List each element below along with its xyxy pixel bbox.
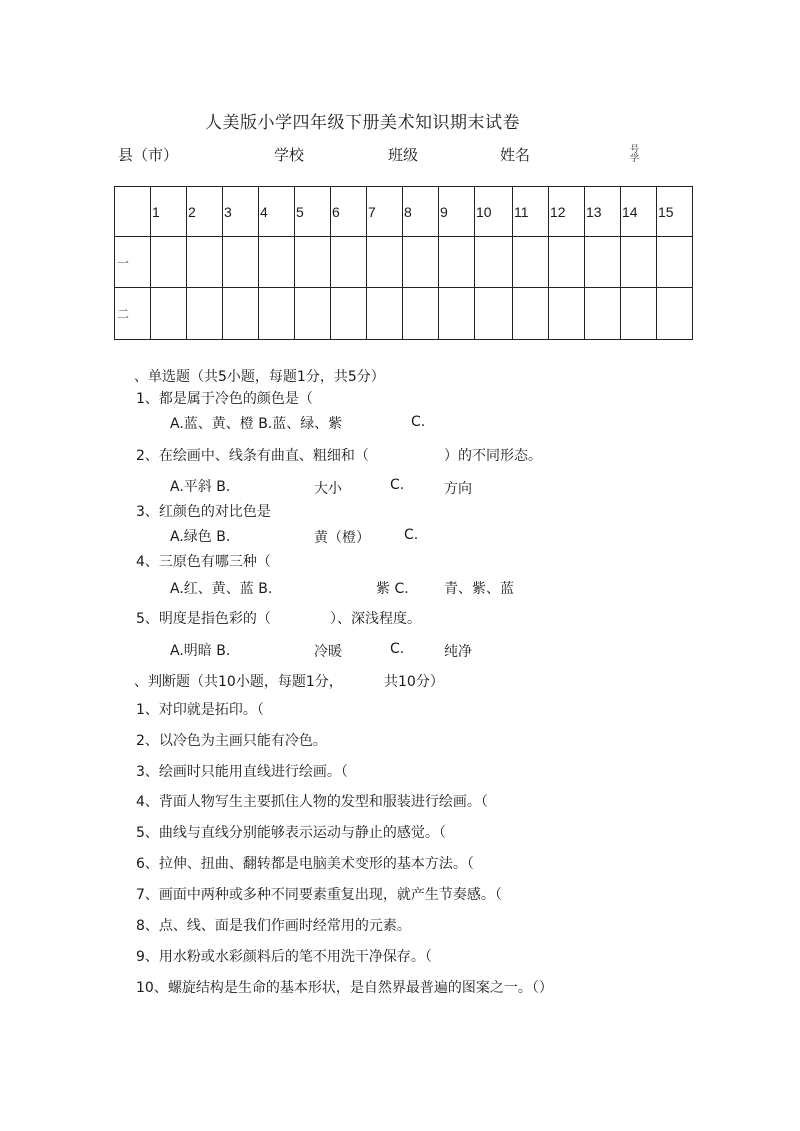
score-cell[interactable] [403,237,439,288]
tf-item: 5、曲线与直线分别能够表示运动与静止的感觉。（ [136,825,446,841]
score-cell[interactable] [475,237,513,288]
score-cell[interactable] [223,288,259,340]
score-cell[interactable] [187,237,223,288]
question-number-cell: 3 [223,187,259,237]
question-number-cell: 13 [585,187,621,237]
question-number-cell: 9 [439,187,475,237]
q5-option-a: A.明暗 B. [170,643,231,659]
question-number-cell: 7 [367,187,403,237]
county-label: 县（市） [118,146,179,164]
score-table-row [115,288,693,340]
score-cell[interactable] [331,288,367,340]
question-number-cell: 14 [621,187,657,237]
q1-option-c: C. [411,414,426,430]
question-number-cell: 4 [259,187,295,237]
score-cell[interactable] [657,237,693,288]
score-cell[interactable] [621,237,657,288]
question-number-cell: 6 [331,187,367,237]
exam-title: 人美版小学四年级下册美术知识期末试卷 [205,113,520,133]
score-cell[interactable] [259,288,295,340]
score-cell[interactable] [657,288,693,340]
q2-stem: 2、在绘画中、线条有曲直、粗细和（ [136,448,369,464]
score-cell[interactable] [513,288,549,340]
tf-item: 7、画面中两种或多种不同要素重复出现，就产生节奏感。（ [136,887,502,903]
score-cell[interactable] [295,237,331,288]
q5-option-c: C. [390,641,405,657]
score-cell[interactable] [585,237,621,288]
section2-heading: 、判断题（共10小题，每题1分， [134,674,343,690]
section1-heading: 、单选题（共5小题，每题1分，共5分） [134,369,385,385]
question-number-cell: 12 [549,187,585,237]
question-number-cell: 1 [151,187,187,237]
q5-stem-end: ）、深浅程度。 [330,611,421,627]
score-cell[interactable] [439,288,475,340]
score-cell[interactable] [549,288,585,340]
tf-item: 3、绘画时只能用直线进行绘画。（ [136,764,348,780]
question-number-cell: 5 [295,187,331,237]
score-cell[interactable] [367,288,403,340]
score-cell[interactable] [585,288,621,340]
tf-item: 9、用水粉或水彩颜料后的笔不用洗干净保存。（ [136,949,432,965]
side-mark: 号学 [630,145,640,165]
score-cell[interactable] [403,288,439,340]
q4-option-c: 青、紫、蓝 [444,581,514,597]
q2-option-a: A.平斜 B. [170,479,231,495]
score-cell[interactable] [187,288,223,340]
q3-option-a: A.绿色 B. [170,529,231,545]
q5-option-d: 纯净 [444,644,472,660]
q2-option-d: 方向 [444,481,472,497]
row-label-cell [115,288,151,340]
score-cell[interactable] [151,288,187,340]
score-cell[interactable] [439,237,475,288]
score-cell[interactable] [549,237,585,288]
section2-heading-end: 共10分） [384,674,444,690]
q2-option-c: C. [390,477,405,493]
name-label: 姓名 [500,146,531,164]
tf-item: 2、以冷色为主画只能有冷色。 [136,733,327,749]
score-cell[interactable] [295,288,331,340]
row-label: 二 [117,307,130,321]
q5-option-b: 冷暖 [314,644,342,660]
q2-option-b: 大小 [314,481,342,497]
q1-options-ab: A.蓝、黄、橙 B.蓝、绿、紫 [170,416,343,432]
score-cell[interactable] [223,237,259,288]
score-table [114,186,693,340]
score-cell[interactable] [475,288,513,340]
score-cell[interactable] [367,237,403,288]
question-number-cell: 2 [187,187,223,237]
score-table-header-row [115,187,693,237]
question-number-cell: 11 [513,187,549,237]
tf-item: 8、点、线、面是我们作画时经常用的元素。 [136,918,411,934]
tf-item: 1、对印就是拓印。（ [136,702,264,718]
tf-item: 4、背面人物写生主要抓住人物的发型和服装进行绘画。（ [136,794,488,810]
row-label-cell [115,237,151,288]
score-cell[interactable] [621,288,657,340]
q3-stem: 3、红颜色的对比色是 [136,504,271,520]
q3-option-b: 黄（橙） [314,530,370,546]
score-table-row [115,237,693,288]
q4-stem: 4、三原色有哪三种（ [136,554,271,570]
q1-stem: 1、都是属于冷色的颜色是（ [136,391,313,407]
q5-stem: 5、明度是指色彩的（ [136,611,271,627]
q3-option-c: C. [404,527,419,543]
score-cell[interactable] [331,237,367,288]
row-label: 一 [117,255,130,270]
question-number-cell: 8 [403,187,439,237]
q4-option-b: 紫 C. [376,581,409,597]
question-number-cell: 15 [657,187,693,237]
score-cell[interactable] [259,237,295,288]
question-number-cell: 10 [475,187,513,237]
tf-item: 6、拉伸、扭曲、翻转都是电脑美术变形的基本方法。（ [136,856,474,872]
score-table-corner [115,187,151,237]
class-label: 班级 [388,146,419,164]
school-label: 学校 [274,146,305,164]
tf-item: 10、螺旋结构是生命的基本形状，是自然界最普遍的图案之一。（） [136,980,553,996]
score-cell[interactable] [151,237,187,288]
q4-option-a: A.红、黄、蓝 B. [170,581,273,597]
q2-stem-end: ）的不同形态。 [444,448,542,464]
score-cell[interactable] [513,237,549,288]
